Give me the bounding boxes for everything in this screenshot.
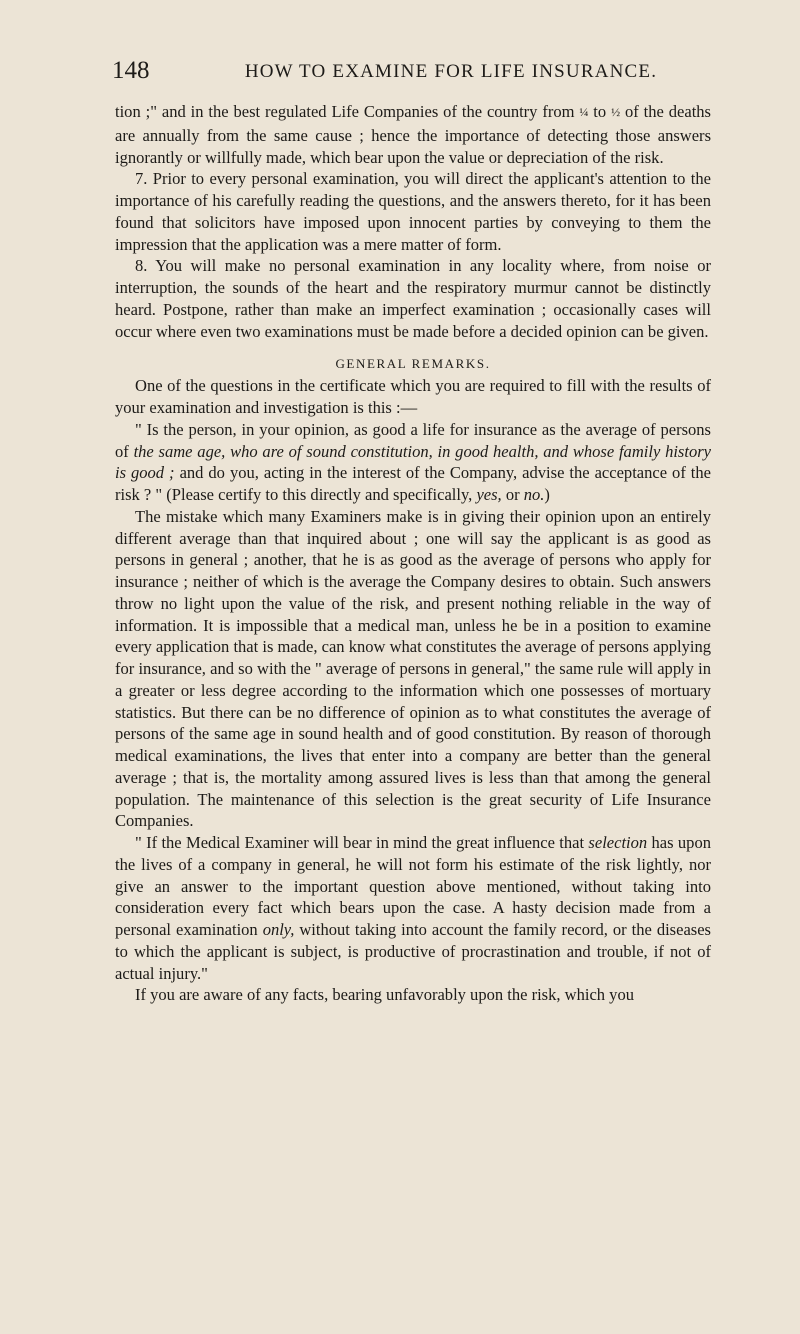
paragraph-certificate-question — [115, 419, 711, 506]
p7-text-c: without taking into account the family record, or the diseases to which the applicant is subject, is productive of procrastination and trouble, if not of actual injury." — [115, 920, 711, 983]
p5-yes: yes, — [476, 485, 502, 504]
running-title: HOW TO EXAMINE FOR LIFE INSURANCE. — [244, 61, 658, 82]
p1-text-b: to — [588, 102, 612, 121]
fraction-quarter: ¼ — [579, 105, 589, 119]
p5-italic-phrase: the same age, who are of sound constitution, in good health, and whose family history is good ; — [115, 441, 711, 483]
paragraph-question-intro: One of the questions in the certificate which you are required to fill with the results of your examination and investigation is this :— — [115, 376, 711, 417]
p7-italic-only: only, — [262, 920, 295, 939]
page-header — [112, 56, 708, 86]
p7-italic-selection: selection — [588, 833, 648, 852]
p5-text-b: and do you, acting in the interest of the Company, advise the acceptance of the risk ? " (Please certify to this directly and specifically, — [115, 463, 712, 504]
p1-text-c: of the deaths are annually from the same cause ; hence the importance of detecting those answers ignorantly or willfully made, which bear upon the value or depreciation of the risk. — [115, 102, 711, 167]
paragraph-selection-quote — [115, 832, 711, 984]
p7-text-b: has upon the lives of a company in general, he will not form his estimate of the risk lightly, nor give an answer to the important question above mentioned, without taking into consideration every fact which bears upon the case. A hasty decision made from a personal examination — [115, 833, 711, 939]
section-heading: GENERAL REMARKS. — [335, 356, 491, 372]
paragraph-mistake: The mistake which many Examiners make is in giving their opinion upon an entirely different average than that inquired about ; one will say the applicant is as good as persons in general ; another, that he is as good as the average of persons who apply for insurance ; neither of which is the average the Company desires to obtain. Such answers throw no light upon the value of the risk, and present nothing reliable in the way of information. It is impossible that a medical man, unless he be in a position to examine every application that is made, can know what constitutes the average of persons applying for insurance, and so with the " average of persons in general," the same rule will apply in a greater or less degree according to the information which one possesses of mortuary statistics. But there can be no difference of opinion as to what constitutes the average of persons of the same age in sound health and of good constitution. By reason of thorough medical examinations, the lives that enter into a company are better than the general average ; that is, the mortality among assured lives is less than that among the general population. The maintenance of this selection is the great security of Life Insurance Companies. — [115, 506, 711, 831]
p5-end: ) — [544, 485, 550, 504]
p7-text-a: " If the Medical Examiner will bear in mind the great influence that — [135, 833, 589, 852]
paragraph-7: 7. Prior to every personal examination, you will direct the applicant's attention to the importance of his carefully reading the questions, and the answers thereto, for it has been found that solicitors have imposed upon innocent parties by conveying to them the impression that the application was a mere matter of form. — [115, 169, 711, 254]
fraction-half: ½ — [611, 105, 621, 119]
paragraph-8: 8. You will make no personal examination in any locality where, from noise or interruption, the sounds of the heart and the respiratory murmur cannot be distinctly heard. Postpone, rather than make an imperfect examination ; occasionally cases will occur where even two examinations must be made before a decided opinion can be given. — [115, 256, 711, 341]
p5-no: no. — [523, 485, 545, 504]
p5-text-a: " Is the person, in your opinion, as good a life for insurance as the average of persons of — [115, 419, 711, 461]
p5-or: or — [501, 485, 524, 504]
p1-text-a: tion ;" and in the best regulated Life Companies of the country from — [115, 102, 580, 121]
paragraph-final-line: If you are aware of any facts, bearing unfavorably upon the risk, which you — [135, 985, 634, 1005]
page-number: 148 — [112, 57, 150, 84]
body-text — [115, 101, 711, 1006]
paragraph-continuation — [115, 101, 711, 168]
